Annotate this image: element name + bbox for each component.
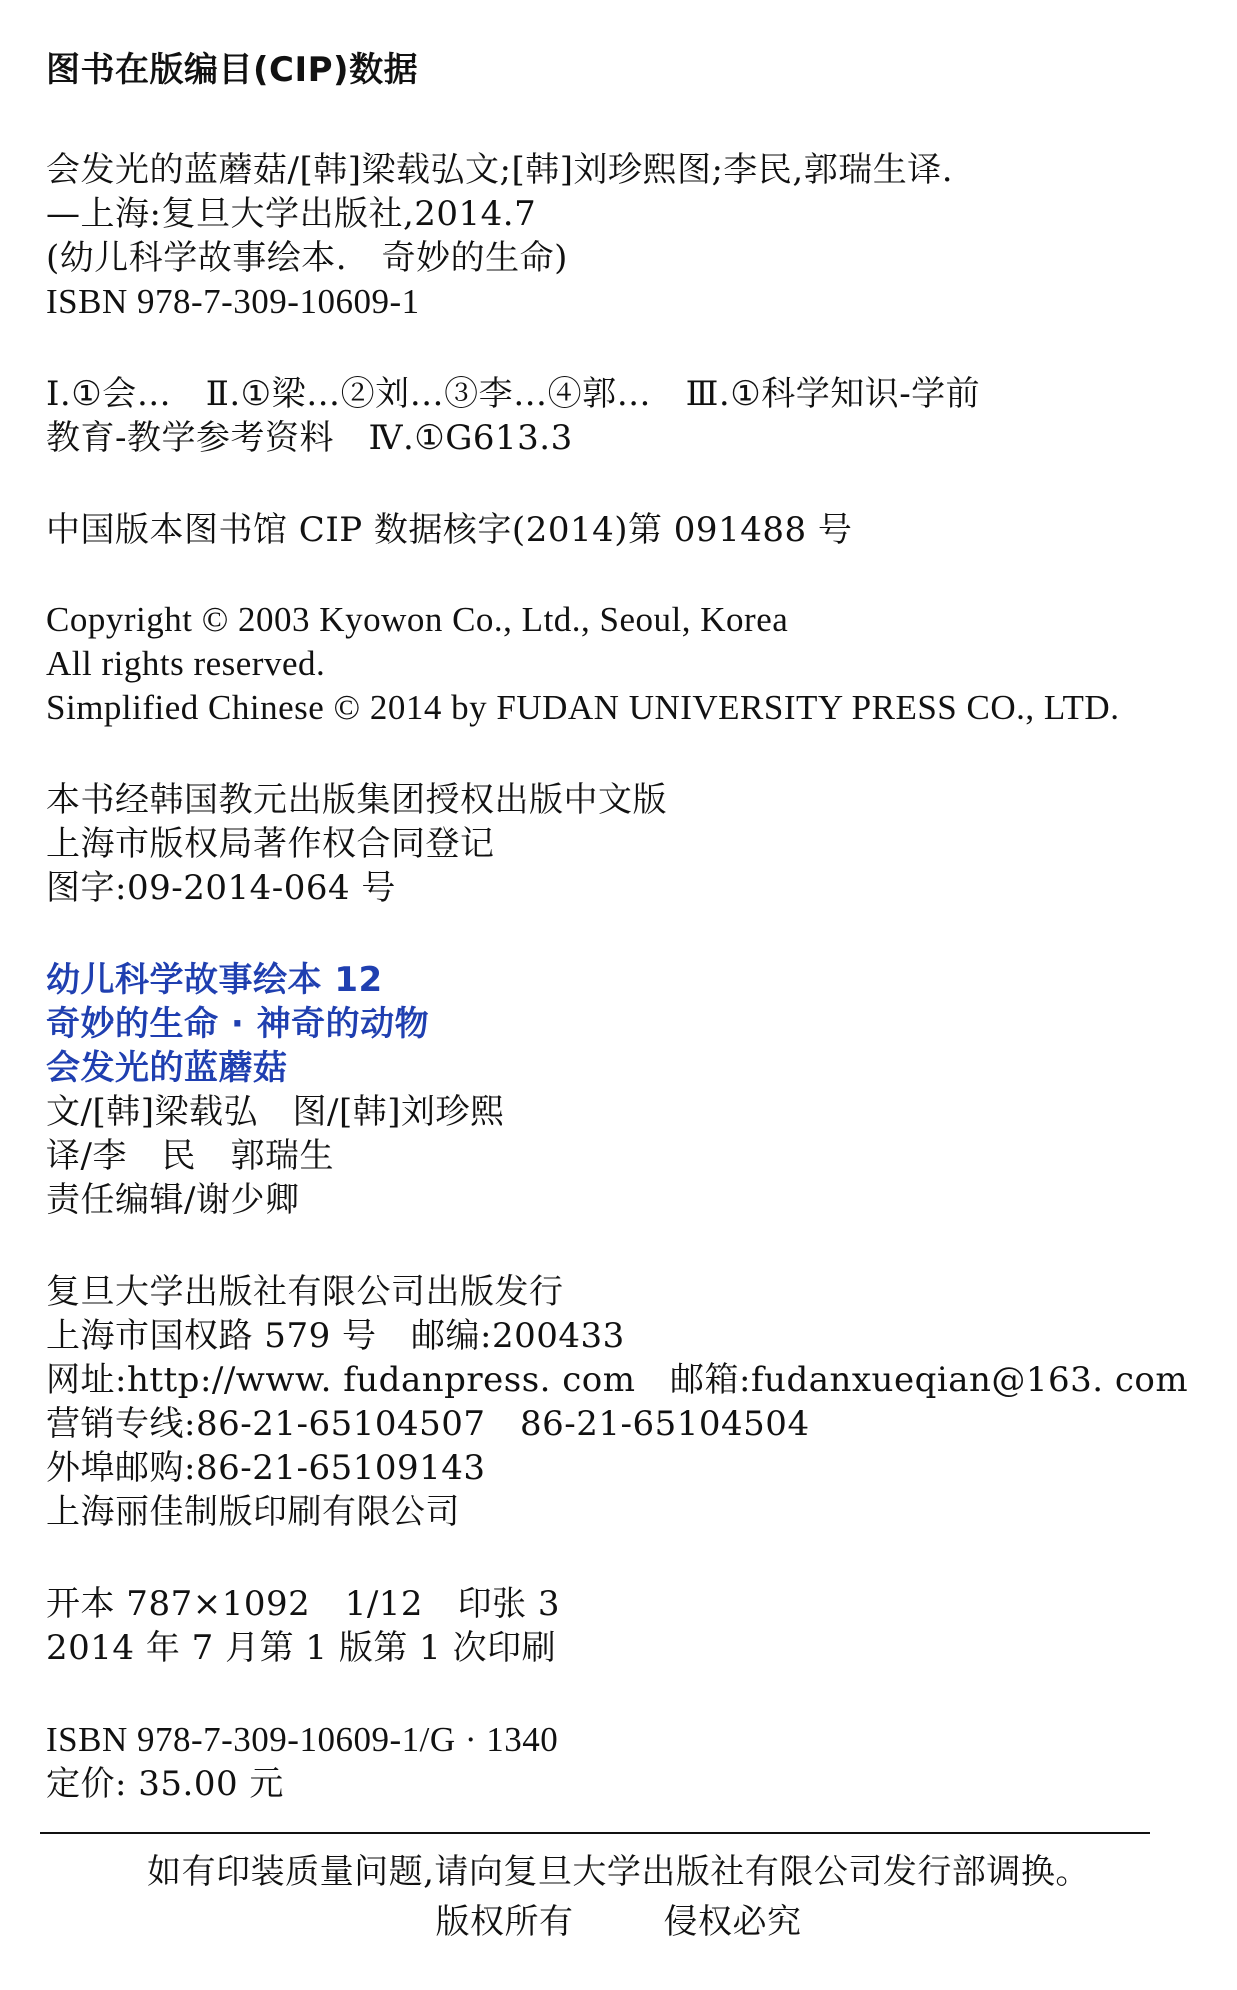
price: 定价: 35.00 元 bbox=[46, 1764, 284, 1804]
book-translators: 译/李 民 郭瑞生 bbox=[46, 1136, 334, 1176]
cip-heading: 图书在版编目(CIP)数据 bbox=[46, 50, 419, 90]
book-authors: 文/[韩]梁载弘 图/[韩]刘珍熙 bbox=[46, 1092, 505, 1132]
publisher-sales-phone: 营销专线:86-21-65104507 86-21-65104504 bbox=[46, 1404, 810, 1444]
license-line-1: 本书经韩国教元出版集团授权出版中文版 bbox=[46, 780, 667, 820]
book-title: 会发光的蓝蘑菇 bbox=[46, 1048, 288, 1088]
quality-notice: 如有印装质量问题,请向复旦大学出版社有限公司发行部调换。 bbox=[147, 1852, 1090, 1892]
copyright-line-2: All rights reserved. bbox=[46, 644, 326, 683]
cip-line-2: —上海:复旦大学出版社,2014.7 bbox=[46, 194, 537, 234]
rights-reserved: 版权所有 bbox=[435, 1902, 574, 1942]
publisher-mail-order: 外埠邮购:86-21-65109143 bbox=[46, 1448, 486, 1488]
rights-notice bbox=[0, 1900, 1237, 1944]
infringement-warning: 侵权必究 bbox=[663, 1902, 802, 1942]
book-series: 幼儿科学故事绘本 12 bbox=[46, 960, 383, 1000]
classification-line-1: Ⅰ.①会… Ⅱ.①梁…②刘…③李…④郭… Ⅲ.①科学知识-学前 bbox=[46, 374, 981, 414]
classification-line-2: 教育-教学参考资料 Ⅳ.①G613.3 bbox=[46, 418, 573, 458]
book-subseries: 奇妙的生命 · 神奇的动物 bbox=[46, 1004, 430, 1044]
cip-isbn: ISBN 978-7-309-10609-1 bbox=[46, 282, 420, 321]
isbn-full: ISBN 978-7-309-10609-1/G · 1340 bbox=[46, 1720, 559, 1759]
publisher-address: 上海市国权路 579 号 邮编:200433 bbox=[46, 1316, 625, 1356]
format-line-2: 2014 年 7 月第 1 版第 1 次印刷 bbox=[46, 1628, 557, 1668]
printer-name: 上海丽佳制版印刷有限公司 bbox=[46, 1492, 460, 1532]
publisher-web-email: 网址:http://www. fudanpress. com 邮箱:fudanxueqian@163. com bbox=[46, 1360, 1189, 1400]
copyright-line-3: Simplified Chinese © 2014 by FUDAN UNIVERSITY PRESS CO., LTD. bbox=[46, 688, 1120, 727]
cip-line-3: (幼儿科学故事绘本. 奇妙的生命) bbox=[46, 238, 568, 278]
cip-approval-number: 中国版本图书馆 CIP 数据核字(2014)第 091488 号 bbox=[46, 510, 853, 550]
copyright-line-1: Copyright © 2003 Kyowon Co., Ltd., Seoul, Korea bbox=[46, 600, 789, 639]
book-editor: 责任编辑/谢少卿 bbox=[46, 1180, 300, 1220]
license-line-3: 图字:09-2014-064 号 bbox=[46, 868, 396, 908]
license-line-2: 上海市版权局著作权合同登记 bbox=[46, 824, 495, 864]
format-line-1: 开本 787×1092 1/12 印张 3 bbox=[46, 1584, 561, 1624]
publisher-line-1: 复旦大学出版社有限公司出版发行 bbox=[46, 1272, 564, 1312]
cip-line-1: 会发光的蓝蘑菇/[韩]梁载弘文;[韩]刘珍熙图;李民,郭瑞生译. bbox=[46, 150, 954, 190]
footer-divider bbox=[40, 1832, 1150, 1834]
